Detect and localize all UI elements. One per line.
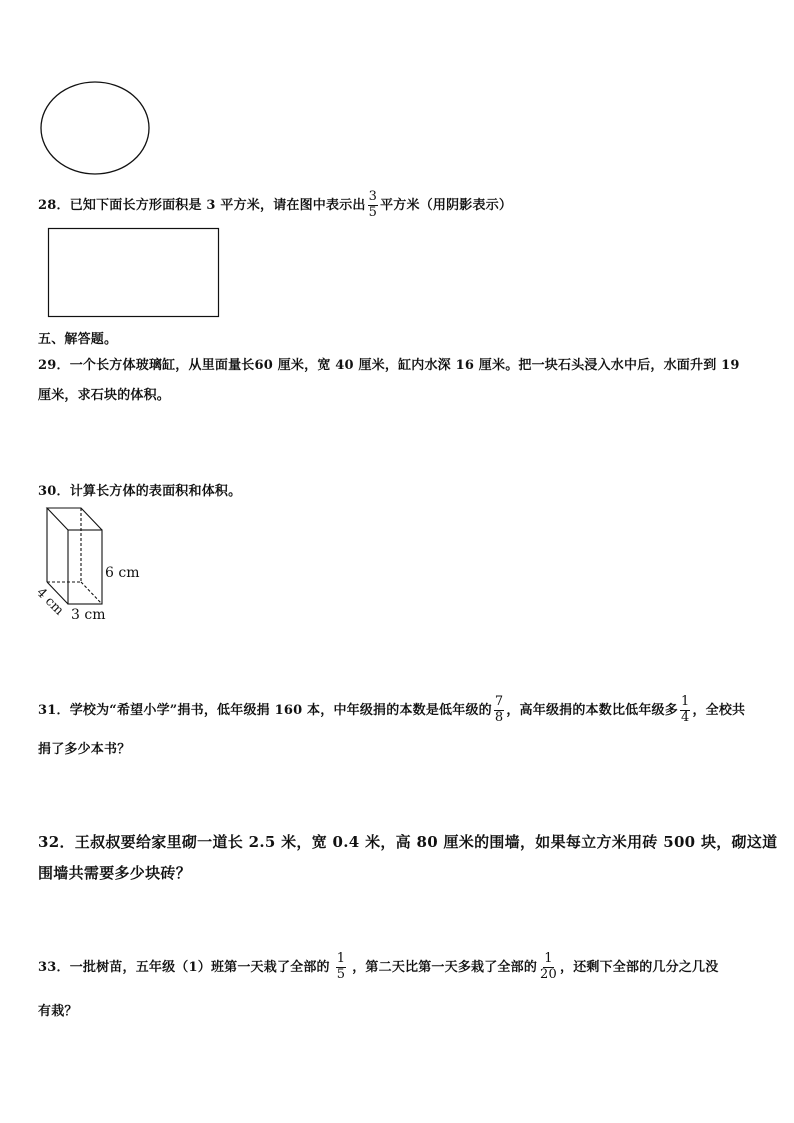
fraction-numerator: 1 (336, 951, 346, 966)
width-label: 3 cm (71, 607, 106, 623)
cuboid-front-face (68, 530, 102, 604)
cuboid-top-edges (47, 508, 102, 530)
question-29-line2: 厘米，求石块的体积。 (38, 388, 171, 403)
question-33-line2: 有栽？ (38, 1004, 78, 1019)
fraction-numerator: 1 (544, 951, 553, 966)
question-text: 已知下面长方形面积是 3 平方米，请在图中表示出 (69, 197, 366, 213)
fraction-one-twentieth (539, 952, 558, 983)
fraction-numerator: 1 (680, 694, 690, 709)
fraction-denominator: 5 (368, 204, 378, 220)
question-31-line2: 捐了多少本书？ (38, 742, 131, 757)
fraction-numerator: 7 (494, 694, 504, 709)
fraction-one-quarter (680, 695, 690, 726)
question-text: 学校为“希望小学”捐书，低年级捐 160 本，中年级捐的本数是低年级的 (69, 702, 492, 718)
cuboid-hidden-edge (81, 582, 102, 604)
question-33 (38, 952, 718, 983)
question-32 (38, 831, 777, 852)
question-text: ，高年级捐的本数比低年级多 (506, 702, 678, 718)
question-text: ，还剩下全部的几分之几没 (560, 959, 719, 975)
question-number: 29． (38, 358, 70, 373)
question-text: 计算长方体的表面积和体积。 (69, 484, 242, 499)
fraction-denominator: 4 (680, 709, 690, 725)
question-text: ，全校共 (692, 702, 746, 718)
question-text: ，第二天比第一天多栽了全部的 (352, 959, 538, 975)
question-number: 31． (38, 702, 70, 718)
question-31 (38, 695, 745, 726)
fraction-numerator: 3 (368, 189, 378, 204)
question-text: 平方米（用阴影表示） (380, 197, 513, 213)
question-32-line2: 围墙共需要多少块砖？ (38, 864, 192, 882)
fraction-denominator: 20 (540, 966, 557, 982)
question-number: 28． (38, 197, 70, 213)
question-number: 33． (38, 959, 70, 975)
question-number: 32． (38, 833, 75, 851)
fraction-seven-eighths (494, 695, 504, 726)
question-text: 王叔叔要给家里砌一道长 2.5 米，宽 0.4 米，高 80 厘米的围墙，如果每立方米用砖 500 块，砌这道 (74, 833, 778, 851)
fraction-one-fifth (336, 952, 346, 983)
fraction-denominator: 8 (494, 709, 504, 725)
question-text: 一批树苗，五年级（1）班第一天栽了全部的 (69, 959, 330, 975)
height-label: 6 cm (105, 565, 140, 581)
question-number: 30． (38, 484, 70, 499)
question-text: 一个长方体玻璃缸，从里面量长60 厘米，宽 40 厘米，缸内水深 16 厘米。把一块石头浸入水中后，水面升到 19 (69, 358, 740, 373)
fraction-denominator: 5 (336, 966, 346, 982)
depth-label: 4 cm (33, 585, 67, 619)
section-title: 五、解答题。 (38, 332, 118, 347)
